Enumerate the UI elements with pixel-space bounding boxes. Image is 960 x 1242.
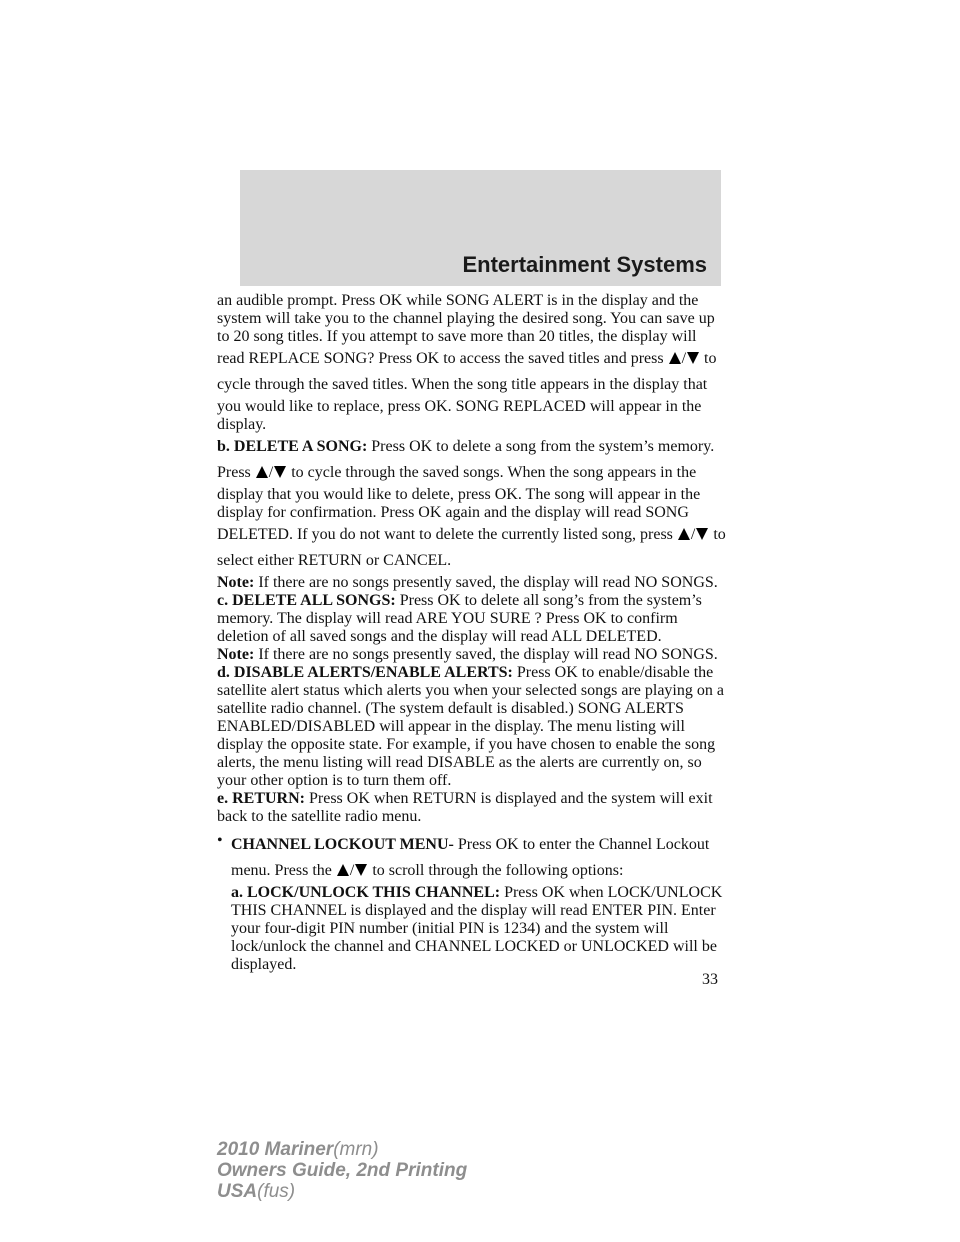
note-label: Note: [217,574,255,591]
paragraph-text: memory. Press [217,438,715,481]
paragraph-text: Press OK when LOCK/UNLOCK THIS CHANNEL is displayed and the display will read ENTER PIN. Enter your four-digit PIN number (initial PIN is 1234) and the system will lock/unlock the channel and CHANNEL LOCKED or UNLOCKED will be displayed. [231,884,723,973]
item-label: e. RETURN: [217,790,305,807]
slash-separator: / [268,464,274,481]
footer-model-code: (mrn) [333,1139,379,1160]
paragraph-text: to select either [217,526,726,569]
item-label: c. DELETE ALL SONGS: [217,592,396,609]
arrow-down-icon [273,465,287,479]
section-title: Entertainment Systems [462,252,707,277]
document-footer [217,1139,467,1202]
paragraph-text: Lockout menu. Press the [231,836,710,879]
paragraph-lock-unlock [231,884,727,974]
item-label: a. LOCK/UNLOCK THIS CHANNEL: [231,884,501,901]
arrow-up-icon [677,527,691,541]
paragraph-song-alert [217,292,727,434]
paragraph-lockout [231,832,727,884]
paragraph-text: delete the currently listed song, press [435,526,673,543]
paragraph-text: Press OK when RETURN is displayed and the system will exit back to the satellite radio menu. [217,790,713,825]
paragraph-delete-all [217,592,727,646]
paragraph-text: to scroll through the following [372,862,568,879]
slash-separator: / [681,350,687,367]
paragraph-text: Press OK to enter the Channel [457,836,653,853]
page-content [217,292,727,974]
paragraph-text: the song title appears in the display that you would like to replace, press OK. SONG REPLACED will appear in the display. [217,376,708,433]
bullet-item-channel-lockout [217,832,727,974]
item-label: d. DISABLE ALERTS/ENABLE ALERTS: [217,664,513,681]
paragraph-text: RETURN or CANCEL. [297,552,452,569]
footer-model: 2010 Mariner [217,1139,334,1160]
item-label: b. DELETE A SONG: [217,438,368,455]
note-paragraph [217,574,727,592]
paragraph-text: an audible prompt. Press OK while SONG ALERT is in the display and the system will take you to the channel playing the desired song. You can save up to 20 song titles. If you attempt to save more than 20 titles, the display will read REPLACE SONG? Press OK to access the [217,292,715,367]
paragraph-text: to cycle through the saved songs. When the [291,464,570,481]
paragraph-alerts [217,664,727,790]
note-label: Note: [217,646,255,663]
note-text: If there are no songs presently saved, the display will read NO SONGS. [258,646,718,663]
paragraph-text: song appears in the display that you would like to delete, press OK. The song will appear in the display for confirmation. Press OK again and the display will read SONG DELETED. If you do not want to [217,464,701,543]
footer-line-model [217,1139,467,1160]
arrow-down-icon [354,863,368,877]
footer-line-region [217,1181,467,1202]
note-paragraph [217,646,727,664]
item-label: CHANNEL LOCKOUT MENU- [231,836,454,853]
bullet-marker: • [217,832,223,849]
arrow-up-icon [255,465,269,479]
paragraph-text: options: [571,862,624,879]
paragraph-text: to cycle through the saved titles. When [217,350,717,393]
footer-region-code: (fus) [257,1181,296,1202]
slash-separator: / [349,862,355,879]
arrow-up-icon [336,863,350,877]
paragraph-text: Press OK to delete a song from the system’s [371,438,654,455]
arrow-down-icon [686,351,700,365]
section-header-band [240,170,721,286]
slash-separator: / [690,526,696,543]
paragraph-text: saved titles and press [528,350,664,367]
note-text: If there are no songs presently saved, the display will read NO SONGS. [258,574,718,591]
footer-line-guide: Owners Guide, 2nd Printing [217,1160,468,1181]
arrow-down-icon [695,527,709,541]
arrow-up-icon [668,351,682,365]
footer-region: USA [217,1181,258,1202]
paragraph-return [217,790,727,826]
paragraph-text: Press OK to enable/disable the satellite alert status which alerts you when your selected songs are playing on a satellite radio channel. (The system default is disabled.) SONG ALERTS ENABLED/DISABLED will appear in the display. The menu listing will display the opposite state. For example, if you have chosen to enable the song alerts, the menu listing will read DISABLE as the alerts are currently on, so your other option is to turn them off. [217,664,724,789]
paragraph-text: Press OK to delete all song’s from the system’s memory. The display will read ARE YOU SURE ? Press OK to confirm deletion of all saved songs and the display will read ALL DELETED. [217,592,702,645]
page-number: 33 [702,971,718,988]
paragraph-delete-song [217,434,727,574]
